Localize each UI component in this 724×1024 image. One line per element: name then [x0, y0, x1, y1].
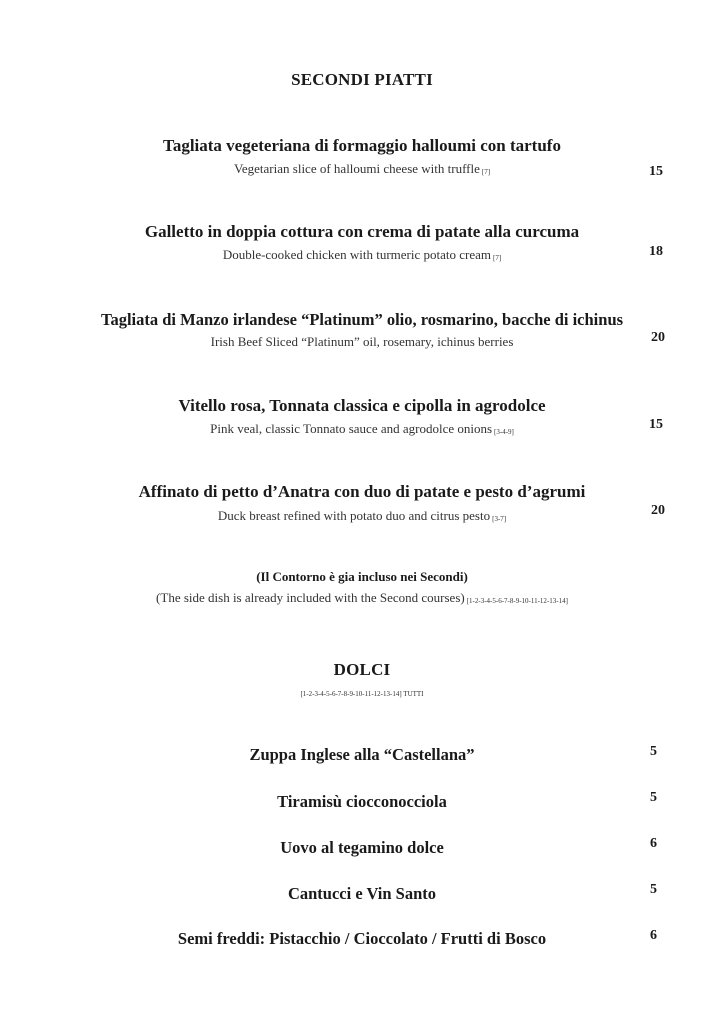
dessert-name: Tiramisù ciocconocciola: [277, 792, 447, 811]
dish-english-text: Irish Beef Sliced “Platinum” oil, rosemary, ichinus berries: [210, 334, 514, 349]
allergen-codes: [7]: [493, 254, 502, 262]
dish-english-text: Pink veal, classic Tonnato sauce and agrodolce onions: [210, 421, 493, 436]
side-dish-note-text: (The side dish is already included with the Second courses): [156, 590, 465, 605]
dessert-price: 6: [650, 836, 657, 851]
dish-price: 15: [649, 164, 663, 179]
section-title-secondi: SECONDI PIATTI: [291, 70, 433, 89]
dish-italian-name: Affinato di petto d’Anatra con duo di patate e pesto d’agrumi: [138, 482, 586, 501]
dish-english-name: [0, 334, 724, 350]
dish-italian-name: Tagliata di Manzo irlandese “Platinum” olio, rosmarino, bacche di ichinus: [100, 310, 624, 329]
side-dish-note-italian: (Il Contorno è gia incluso nei Secondi): [256, 569, 468, 584]
dish-price: 20: [651, 330, 665, 345]
allergen-codes: [3-7]: [492, 515, 507, 523]
dish-italian-name: Vitello rosa, Tonnata classica e cipolla in agrodolce: [178, 396, 546, 415]
side-dish-note-english: [0, 590, 724, 606]
dish-english-text: Duck breast refined with potato duo and citrus pesto: [217, 508, 491, 523]
dish-italian-name: Galletto in doppia cottura con crema di patate alla curcuma: [144, 222, 580, 241]
dessert-name: Semi freddi: Pistacchio / Cioccolato / Frutti di Bosco: [177, 929, 547, 948]
dish-price: 15: [649, 417, 663, 432]
dish-english-name: [0, 161, 724, 177]
dish-english-name: [0, 247, 724, 263]
allergen-codes: [1-2-3-4-5-6-7-8-9-10-11-12-13-14]: [466, 597, 568, 605]
dish-english-name: [0, 421, 724, 437]
dish-italian-name: Tagliata vegeteriana di formaggio halloumi con tartufo: [163, 136, 561, 155]
section-title-dolci: DOLCI: [333, 660, 391, 679]
dish-price: 20: [651, 503, 665, 518]
dish-english-text: Vegetarian slice of halloumi cheese with truffle: [233, 161, 480, 176]
allergen-codes: [3-4-9]: [494, 428, 514, 436]
dessert-price: 5: [650, 882, 657, 897]
dessert-price: 6: [650, 928, 657, 943]
dessert-name: Zuppa Inglese alla “Castellana”: [249, 745, 475, 764]
dessert-price: 5: [650, 744, 657, 759]
dolci-allergen-codes: [1-2-3-4-5-6-7-8-9-10-11-12-13-14] TUTTI: [300, 690, 424, 698]
dessert-name: Cantucci e Vin Santo: [287, 884, 437, 903]
dish-english-text: Double-cooked chicken with turmeric potato cream: [222, 247, 492, 262]
dish-price: 18: [649, 244, 663, 259]
dessert-price: 5: [650, 790, 657, 805]
allergen-codes: [7]: [481, 168, 491, 176]
dish-english-name: [0, 508, 724, 524]
dessert-name: Uovo al tegamino dolce: [280, 838, 444, 857]
